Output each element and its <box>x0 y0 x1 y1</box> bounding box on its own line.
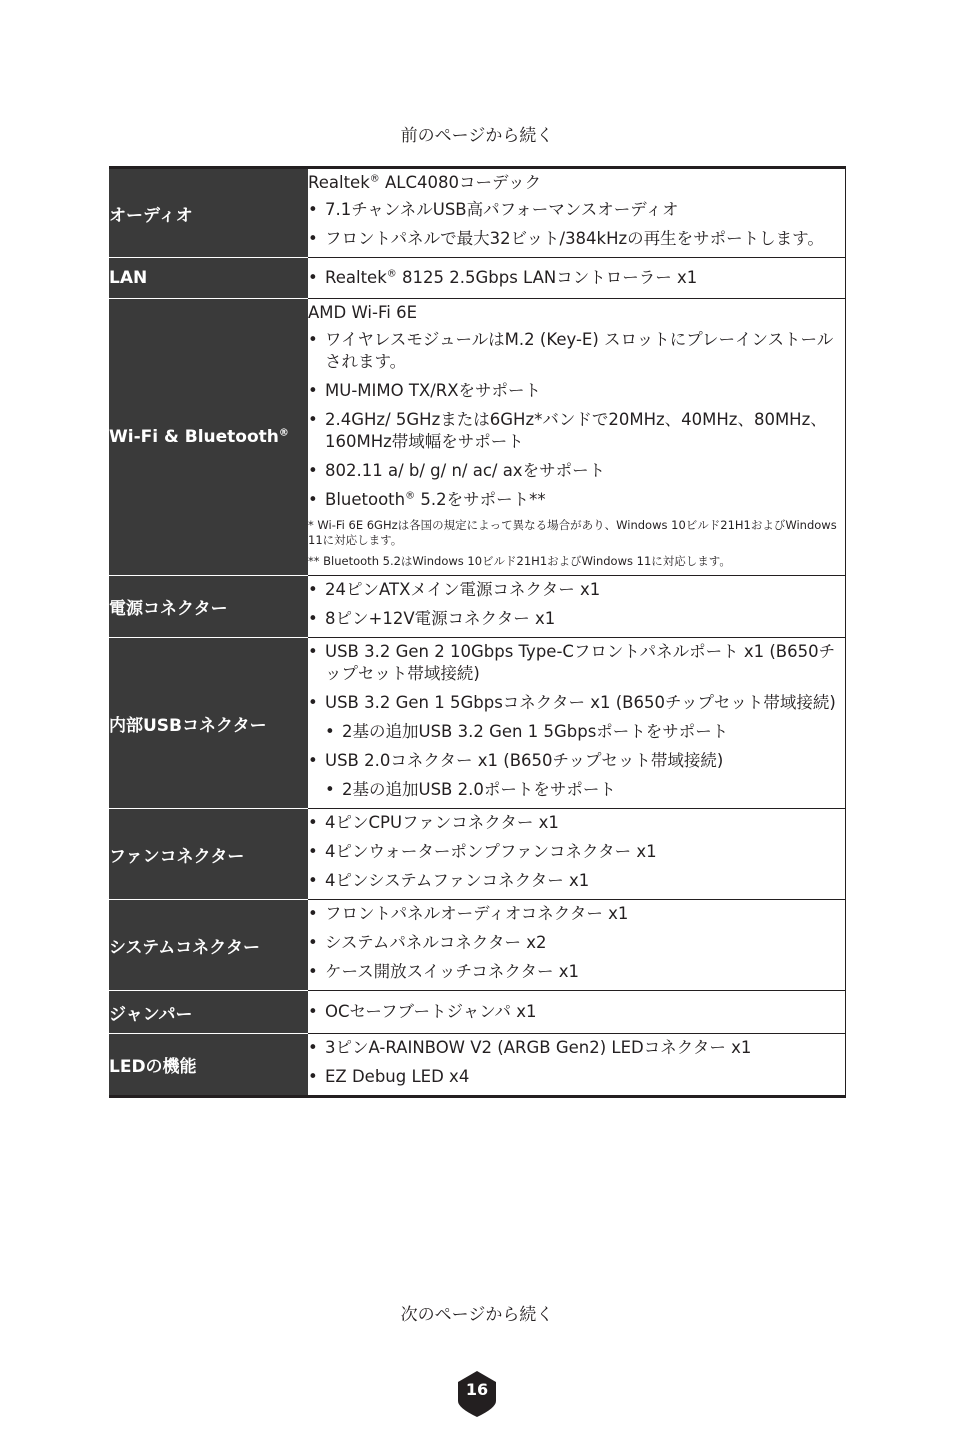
spec-row-lan <box>109 258 845 299</box>
spec-label-wifi: Wi-Fi & Bluetooth® <box>109 299 308 576</box>
spec-row-usb <box>109 638 845 809</box>
system-bullet-1: • フロントパネルオーディオコネクター x1 <box>308 903 845 925</box>
spec-content-fan <box>308 809 845 900</box>
usb-bullet-2: • USB 3.2 Gen 1 5Gbpsコネクター x1 (B650チップセット帯域接続) <box>308 692 845 714</box>
continued-from-note: 前のページから続く <box>400 126 554 146</box>
wifi-bullet-3: • 2.4GHz/ 5GHzまたは6GHz*バンドで20MHz、40MHz、80MHz、160MHz帯域幅をサポート <box>308 409 845 453</box>
wifi-bullet-4: • 802.11 a/ b/ g/ n/ ac/ axをサポート <box>308 460 845 482</box>
audio-codec: Realtek® ALC4080コーデック <box>308 173 542 192</box>
fan-bullet-2: • 4ピンウォーターポンプファンコネクター x1 <box>308 841 845 863</box>
spec-content-power <box>308 576 845 638</box>
spec-label-led: LEDの機能 <box>109 1034 308 1097</box>
spec-label-lan: LAN <box>109 258 308 299</box>
audio-bullet-1: • 7.1チャンネルUSB高パフォーマンスオーディオ <box>308 199 845 221</box>
usb-bullet-1: • USB 3.2 Gen 2 10Gbps Type-Cフロントパネルポート x1 (B650チップセット帯域接続) <box>308 641 845 685</box>
spec-content-system <box>308 900 845 991</box>
wifi-intro: AMD Wi-Fi 6E <box>308 303 418 322</box>
wifi-bullet-2: • MU-MIMO TX/RXをサポート <box>308 380 845 402</box>
jumper-bullet-1: • OCセーフブートジャンパ x1 <box>308 1001 845 1023</box>
spec-label-usb: 内部USBコネクター <box>109 638 308 809</box>
spec-row-fan <box>109 809 845 900</box>
spec-row-power <box>109 576 845 638</box>
led-bullet-1: • 3ピンA-RAINBOW V2 (ARGB Gen2) LEDコネクター x1 <box>308 1037 845 1059</box>
spec-row-jumper <box>109 991 845 1034</box>
spec-content-wifi <box>308 299 845 576</box>
spec-content-audio <box>308 168 845 258</box>
spec-content-jumper <box>308 991 845 1034</box>
wifi-bullet-1: • ワイヤレスモジュールはM.2 (Key-E) スロットにプレーインストールされます。 <box>308 329 845 373</box>
spec-row-system <box>109 900 845 991</box>
usb-bullet-2-sub: • 2基の追加USB 3.2 Gen 1 5Gbpsポートをサポート <box>325 721 845 743</box>
wifi-bullet-5: • Bluetooth® 5.2をサポート** <box>308 489 845 511</box>
spec-label-system: システムコネクター <box>109 900 308 991</box>
spec-label-jumper: ジャンパー <box>109 991 308 1034</box>
spec-table <box>109 166 846 1098</box>
spec-label-fan: ファンコネクター <box>109 809 308 900</box>
wifi-footnote-2: ** Bluetooth 5.2はWindows 10ビルド21H1およびWindows 11に対応します。 <box>308 554 731 568</box>
system-bullet-3: • ケース開放スイッチコネクター x1 <box>308 961 845 983</box>
wifi-footnote-1: * Wi-Fi 6E 6GHzは各国の規定によって異なる場合があり、Windows 10ビルド21H1およびWindows 11に対応します。 <box>308 518 837 547</box>
led-bullet-2: • EZ Debug LED x4 <box>308 1066 845 1088</box>
usb-bullet-3-sub: • 2基の追加USB 2.0ポートをサポート <box>325 779 845 801</box>
power-bullet-2: • 8ピン+12V電源コネクター x1 <box>308 608 845 630</box>
spec-content-usb <box>308 638 845 809</box>
usb-bullet-3: • USB 2.0コネクター x1 (B650チップセット帯域接続) <box>308 750 845 772</box>
spec-row-wifi <box>109 299 845 576</box>
audio-bullet-2: • フロントパネルで最大32ビット/384kHzの再生をサポートします。 <box>308 228 845 250</box>
continued-to-note: 次のページから続く <box>400 1305 554 1325</box>
lan-bullet-1: • Realtek® 8125 2.5Gbps LANコントローラー x1 <box>308 267 845 289</box>
fan-bullet-1: • 4ピンCPUファンコネクター x1 <box>308 812 845 834</box>
system-bullet-2: • システムパネルコネクター x2 <box>308 932 845 954</box>
fan-bullet-3: • 4ピンシステムファンコネクター x1 <box>308 870 845 892</box>
spec-row-audio <box>109 168 845 258</box>
page-number: 16 <box>465 1380 489 1399</box>
power-bullet-1: • 24ピンATXメイン電源コネクター x1 <box>308 579 845 601</box>
spec-content-lan <box>308 258 845 299</box>
spec-label-audio: オーディオ <box>109 168 308 258</box>
spec-content-led <box>308 1034 845 1097</box>
spec-label-power: 電源コネクター <box>109 576 308 638</box>
spec-row-led <box>109 1034 845 1097</box>
